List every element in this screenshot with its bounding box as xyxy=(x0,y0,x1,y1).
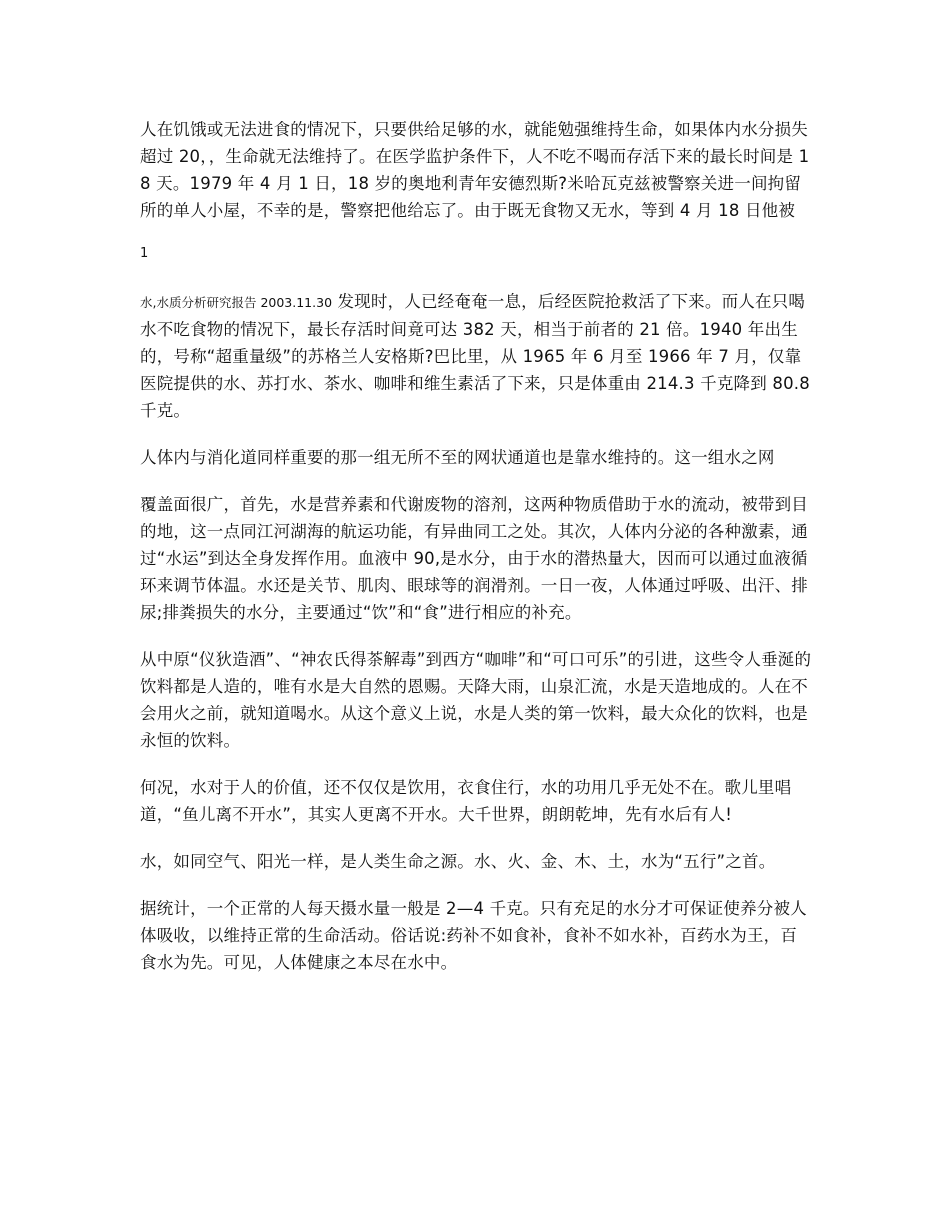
paragraph-3: 人体内与消化道同样重要的那一组无所不至的网状通道也是靠水维持的。这一组水之网 xyxy=(140,448,775,467)
paragraph-2 xyxy=(140,288,812,424)
paragraph-1: 人在饥饿或无法进食的情况下，只要供给足够的水，就能勉强维持生命，如果体内水分损失超过 20，，生命就无法维持了。在医学监护条件下，人不吃不喝而存活下来的最长时间是 18 天。1979 年 4 月 1 日，18 岁的奥地利青年安德烈斯?米哈瓦克兹被警察关进一间拘留所的单人小屋，不幸的是，警察把他给忘了。由于既无食物又无水，等到 4 月 18 日他被 xyxy=(140,120,810,220)
paragraph-5: 从中原“仪狄造酒”、“神农氏得茶解毒”到西方“咖啡”和“可口可乐”的引进，这些令人垂涎的饮料都是人造的，唯有水是大自然的恩赐。天降大雨，山泉汇流，水是天造地成的。人在不会用火之前，就知道喝水。从这个意义上说，水是人类的第一饮料，最大众化的饮料，也是永恒的饮料。 xyxy=(140,650,812,750)
document-body xyxy=(140,116,812,996)
paragraph-6: 何况，水对于人的价值，还不仅仅是饮用，衣食住行，水的功用几乎无处不在。歌儿里唱道，“鱼儿离不开水”，其实人更离不开水。大千世界，朗朗乾坤，先有水后有人! xyxy=(140,778,792,824)
paragraph-4: 覆盖面很广，首先，水是营养素和代谢废物的溶剂，这两种物质借助于水的流动，被带到目的地，这一点同江河湖海的航运功能，有异曲同工之处。其次，人体内分泌的各种激素，通过“水运”到达全身发挥作用。血液中 90,是水分，由于水的潜热量大，因而可以通过血液循环来调节体温。水还是关节、肌肉、眼球等的润滑剂。一日一夜，人体通过呼吸、出汗、排尿;排粪损失的水分，主要通过“饮”和“食”进行相应的补充。 xyxy=(140,495,808,622)
paragraph-2-text: 发现时，人已经奄奄一息，后经医院抢救活了下来。而人在只喝水不吃食物的情况下，最长存活时间竟可达 382 天，相当于前者的 21 倍。1940 年出生的，号称“超重量级”的苏格兰人安格斯?巴比里，从 1965 年 6 月至 1966 年 7 月，仅靠医院提供的水、苏打水、茶水、咖啡和维生素活了下来，只是体重由 214.3 千克降到 80.8 千克。 xyxy=(140,292,810,420)
paragraph-8: 据统计，一个正常的人每天摄水量一般是 2—4 千克。只有充足的水分才可保证使养分被人体吸收，以维持正常的生命活动。俗话说:药补不如食补，食补不如水补，百药水为王，百食水为先。可见，人体健康之本尽在水中。 xyxy=(140,899,807,972)
page-number: 1 xyxy=(140,246,149,261)
running-header: 水,水质分析研究报告 2003.11.30 xyxy=(140,295,333,310)
paragraph-7: 水，如同空气、阳光一样，是人类生命之源。水、火、金、木、土，水为“五行”之首。 xyxy=(140,852,776,871)
